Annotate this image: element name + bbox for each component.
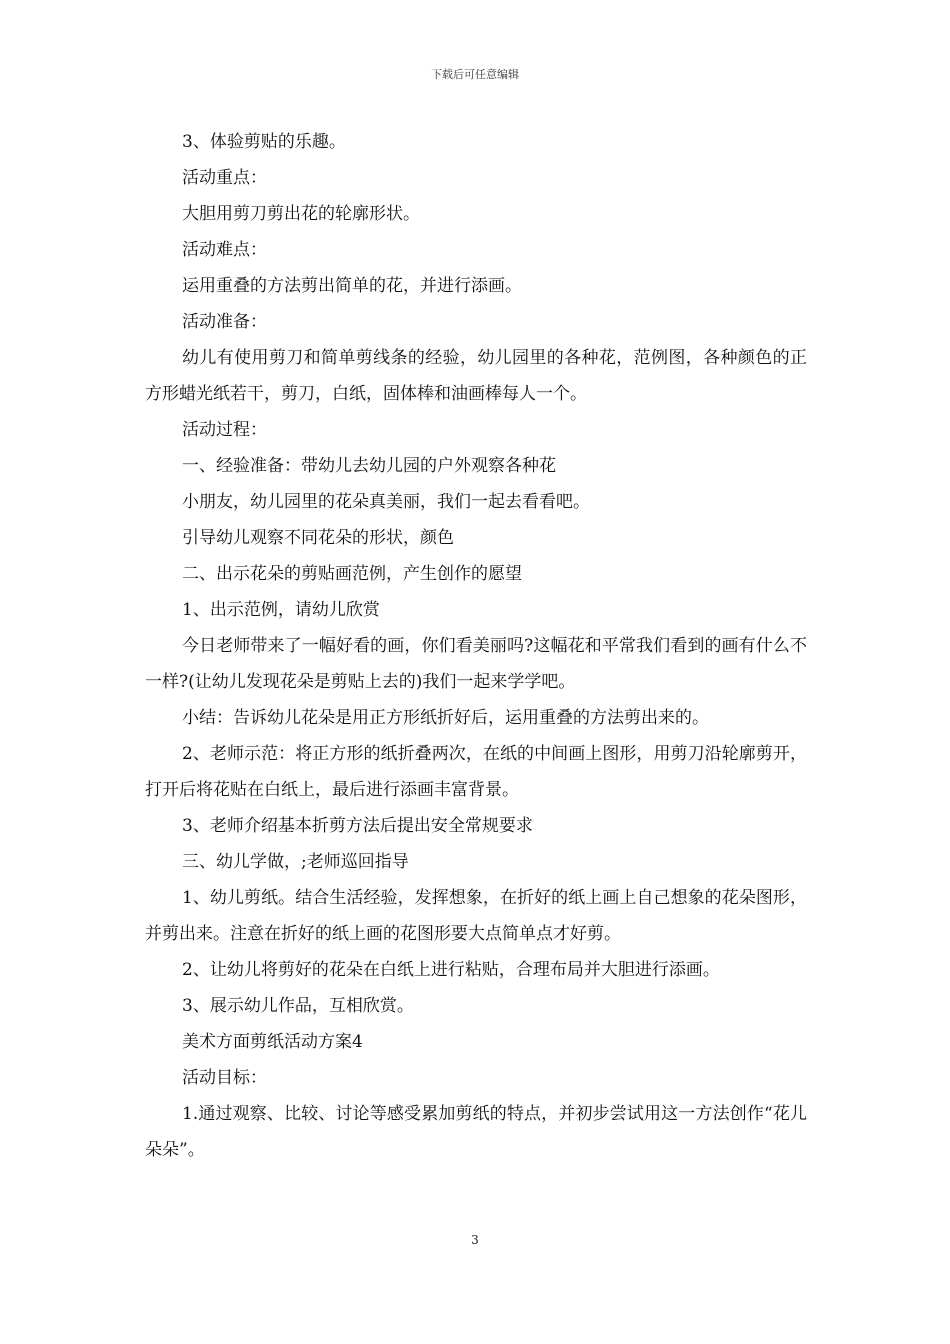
paragraph: 1、出示范例，请幼儿欣赏 <box>182 600 380 620</box>
paragraph: 大胆用剪刀剪出花的轮廓形状。 <box>182 204 420 224</box>
paragraph: 3、体验剪贴的乐趣。 <box>182 132 346 152</box>
paragraph: 一、经验准备：带幼儿去幼儿园的户外观察各种花 <box>182 456 556 476</box>
paragraph: 2、老师示范：将正方形的纸折叠两次，在纸的中间画上图形，用剪刀沿轮廓剪开，打开后将花贴在白纸上，最后进行添画丰富背景。 <box>145 744 807 800</box>
paragraph: 引导幼儿观察不同花朵的形状，颜色 <box>182 528 454 548</box>
section-heading: 活动目标： <box>182 1068 267 1088</box>
paragraph: 今日老师带来了一幅好看的画，你们看美丽吗?这幅花和平常我们看到的画有什么不一样?(让幼儿发现花朵是剪贴上去的)我们一起来学学吧。 <box>145 636 807 692</box>
paragraph: 小朋友，幼儿园里的花朵真美丽，我们一起去看看吧。 <box>182 492 590 512</box>
section-heading: 活动难点： <box>182 240 267 260</box>
paragraph: 1.通过观察、比较、讨论等感受累加剪纸的特点，并初步尝试用这一方法创作“花儿朵朵”。 <box>145 1104 807 1160</box>
paragraph: 幼儿有使用剪刀和简单剪线条的经验，幼儿园里的各种花，范例图，各种颜色的正方形蜡光纸若干，剪刀，白纸，固体棒和油画棒每人一个。 <box>145 348 807 404</box>
section-heading: 活动过程： <box>182 420 267 440</box>
document-body <box>145 124 807 1168</box>
section-title: 美术方面剪纸活动方案4 <box>182 1032 363 1052</box>
paragraph: 2、让幼儿将剪好的花朵在白纸上进行粘贴，合理布局并大胆进行添画。 <box>182 960 720 980</box>
paragraph: 3、老师介绍基本折剪方法后提出安全常规要求 <box>182 816 533 836</box>
page-header: 下载后可任意编辑 <box>431 68 519 81</box>
paragraph: 二、出示花朵的剪贴画范例，产生创作的愿望 <box>182 564 522 584</box>
section-heading: 活动准备： <box>182 312 267 332</box>
section-heading: 活动重点： <box>182 168 267 188</box>
page-number: 3 <box>471 1233 479 1247</box>
paragraph: 小结：告诉幼儿花朵是用正方形纸折好后，运用重叠的方法剪出来的。 <box>182 708 709 728</box>
paragraph: 三、幼儿学做，;老师巡回指导 <box>182 852 409 872</box>
paragraph: 3、展示幼儿作品，互相欣赏。 <box>182 996 414 1016</box>
paragraph: 运用重叠的方法剪出简单的花，并进行添画。 <box>182 276 522 296</box>
paragraph: 1、幼儿剪纸。结合生活经验，发挥想象，在折好的纸上画上自己想象的花朵图形，并剪出来。注意在折好的纸上画的花图形要大点简单点才好剪。 <box>145 888 807 944</box>
